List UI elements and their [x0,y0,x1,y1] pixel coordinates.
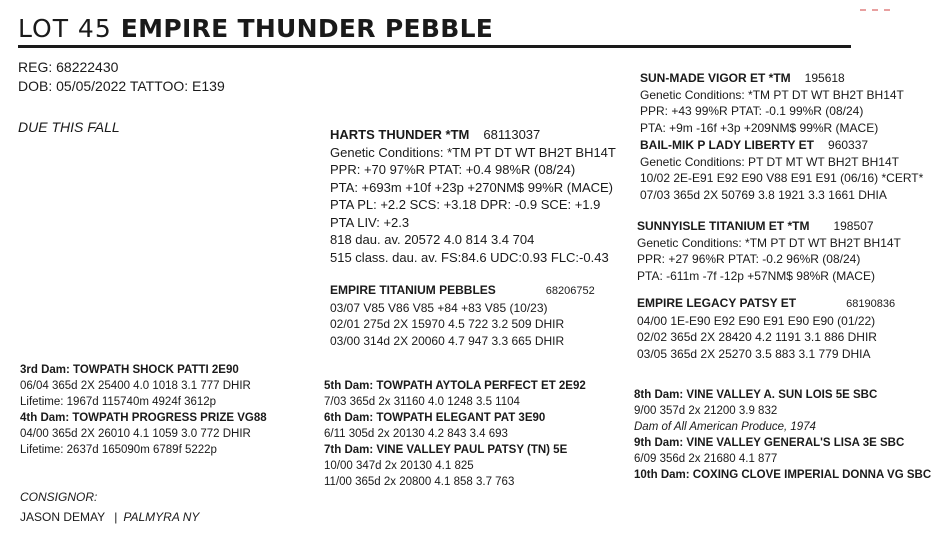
dam-block [330,282,595,349]
ninth-dam-line: 6/09 356d 2x 21680 4.1 877 [634,453,778,465]
consignor-location: PALMYRA NY [123,509,200,524]
dam-name: EMPIRE TITANIUM PEBBLES [330,283,496,297]
dam-sire-block [637,218,901,284]
dam-dam-line: 04/00 1E-E90 E92 E90 E91 E90 E90 (01/22) [637,313,876,328]
sire-line: 515 class. dau. av. FS:84.6 UDC:0.93 FLC:-0.43 [330,249,609,265]
consignor-block [20,489,199,525]
eighth-dam-line: 9/00 357d 2x 21200 3.9 832 [634,405,778,417]
lower-mid-block [324,378,586,490]
dam-dam-line: 03/05 365d 2X 25270 3.5 883 3.1 779 DHIA [637,346,871,361]
third-dam-line: Lifetime: 1967d 115740m 4924f 3612p [20,396,217,408]
lot-number: LOT 45 [18,14,112,43]
dam-reg: 68206752 [545,285,595,297]
sire-sire-line: Genetic Conditions: *TM PT DT WT BH2T BH14T [640,87,904,102]
dam-sire-line: Genetic Conditions: *TM PT DT WT BH2T BH14T [637,235,901,250]
fifth-dam-line: 7/03 365d 2x 31160 4.0 1248 3.5 1104 [324,396,520,408]
sire-line: PPR: +70 97%R PTAT: +0.4 98%R (08/24) [330,162,576,177]
seventh-dam-line: 11/00 365d 2x 20800 4.1 858 3.7 763 [324,476,515,488]
dam-dam-reg: 68190836 [846,298,896,310]
seventh-dam-line: 10/00 347d 2x 20130 4.1 825 [324,460,474,472]
sire-dam-line: 10/02 2E-E91 E92 E90 V88 E91 E91 (06/16) *CERT* [640,171,924,185]
lower-left-block [20,362,267,458]
dam-sire-name: SUNNYISLE TITANIUM ET *TM [637,219,810,233]
dam-line: 03/07 V85 V86 V85 +84 +83 V85 (10/23) [330,300,548,315]
lower-right-block [634,387,931,483]
page-title [18,14,493,43]
sire-block [330,126,616,266]
sire-dam-name: BAIL-MIK P LADY LIBERTY ET [640,138,815,152]
sire-sire-line: PPR: +43 99%R PTAT: -0.1 99%R (08/24) [640,104,864,118]
dam-sire-line: PTA: -611m -7f -12p +57NM$ 98%R (MACE) [637,268,875,283]
eighth-dam-title: 8th Dam: VINE VALLEY A. SUN LOIS 5E SBC [634,389,878,401]
title-underline [18,45,851,48]
sixth-dam-line: 6/11 305d 2x 20130 4.2 843 3.4 693 [324,428,508,440]
sire-sire-block [640,70,904,136]
fifth-dam-title: 5th Dam: TOWPATH AYTOLA PERFECT ET 2E92 [324,380,586,392]
consignor-name: JASON DEMAY [20,509,105,524]
consignor-label: CONSIGNOR: [20,490,98,504]
third-dam-line: 06/04 365d 2X 25400 4.0 1018 3.1 777 DHIR [20,380,251,392]
sire-line: PTA PL: +2.2 SCS: +3.18 DPR: -0.9 SCE: +1.9 [330,197,601,212]
third-dam-title: 3rd Dam: TOWPATH SHOCK PATTI 2E90 [20,364,239,376]
sire-line: PTA LIV: +2.3 [330,214,410,230]
seventh-dam-title: 7th Dam: VINE VALLEY PAUL PATSY (TN) 5E [324,444,568,456]
dam-sire-reg: 198507 [833,219,874,233]
sire-line: Genetic Conditions: *TM PT DT WT BH2T BH14T [330,144,616,160]
corner-marks [860,0,920,2]
consignor-separator: | [114,509,118,524]
dam-dam-name: EMPIRE LEGACY PATSY ET [637,296,797,310]
dam-dam-line: 02/02 365d 2X 28420 4.2 1191 3.1 886 DHIR [637,330,877,344]
dam-line: 03/00 314d 2X 20060 4.7 947 3.3 665 DHIR [330,333,565,348]
dam-sire-line: PPR: +27 96%R PTAT: -0.2 96%R (08/24) [637,252,861,266]
sire-sire-line: PTA: +9m -16f +3p +209NM$ 99%R (MACE) [640,120,879,135]
sire-sire-name: SUN-MADE VIGOR ET *TM [640,71,791,85]
sire-name: HARTS THUNDER *TM [330,127,470,142]
sire-sire-reg: 195618 [804,71,845,85]
due-note: DUE THIS FALL [18,119,120,135]
sixth-dam-title: 6th Dam: TOWPATH ELEGANT PAT 3E90 [324,412,546,424]
sire-reg: 68113037 [483,127,541,142]
sire-dam-reg: 960337 [828,138,869,152]
identity-block [18,58,225,96]
fourth-dam-line: Lifetime: 2637d 165090m 6789f 5222p [20,444,217,456]
sire-line: PTA: +693m +10f +23p +270NM$ 99%R (MACE) [330,179,614,195]
eighth-dam-note: Dam of All American Produce, 1974 [634,421,816,433]
sire-dam-line: 07/03 365d 2X 50769 3.8 1921 3.3 1661 DHIA [640,187,887,202]
sire-line: 818 dau. av. 20572 4.0 814 3.4 704 [330,232,535,247]
tenth-dam-title: 10th Dam: COXING CLOVE IMPERIAL DONNA VG SBC [634,469,932,481]
animal-name: EMPIRE THUNDER PEBBLE [120,14,494,43]
dam-line: 02/01 275d 2X 15970 4.5 722 3.2 509 DHIR [330,317,565,331]
ninth-dam-title: 9th Dam: VINE VALLEY GENERAL'S LISA 3E SBC [634,437,905,449]
reg-number: REG: 68222430 [18,59,119,75]
dob-tattoo: DOB: 05/05/2022 TATTOO: E139 [18,78,225,94]
sire-dam-block [640,137,923,203]
sire-dam-line: Genetic Conditions: PT DT MT WT BH2T BH14T [640,154,899,169]
dam-dam-block [637,295,895,362]
fourth-dam-line: 04/00 365d 2X 26010 4.1 1059 3.0 772 DHIR [20,428,251,440]
fourth-dam-title: 4th Dam: TOWPATH PROGRESS PRIZE VG88 [20,412,267,424]
